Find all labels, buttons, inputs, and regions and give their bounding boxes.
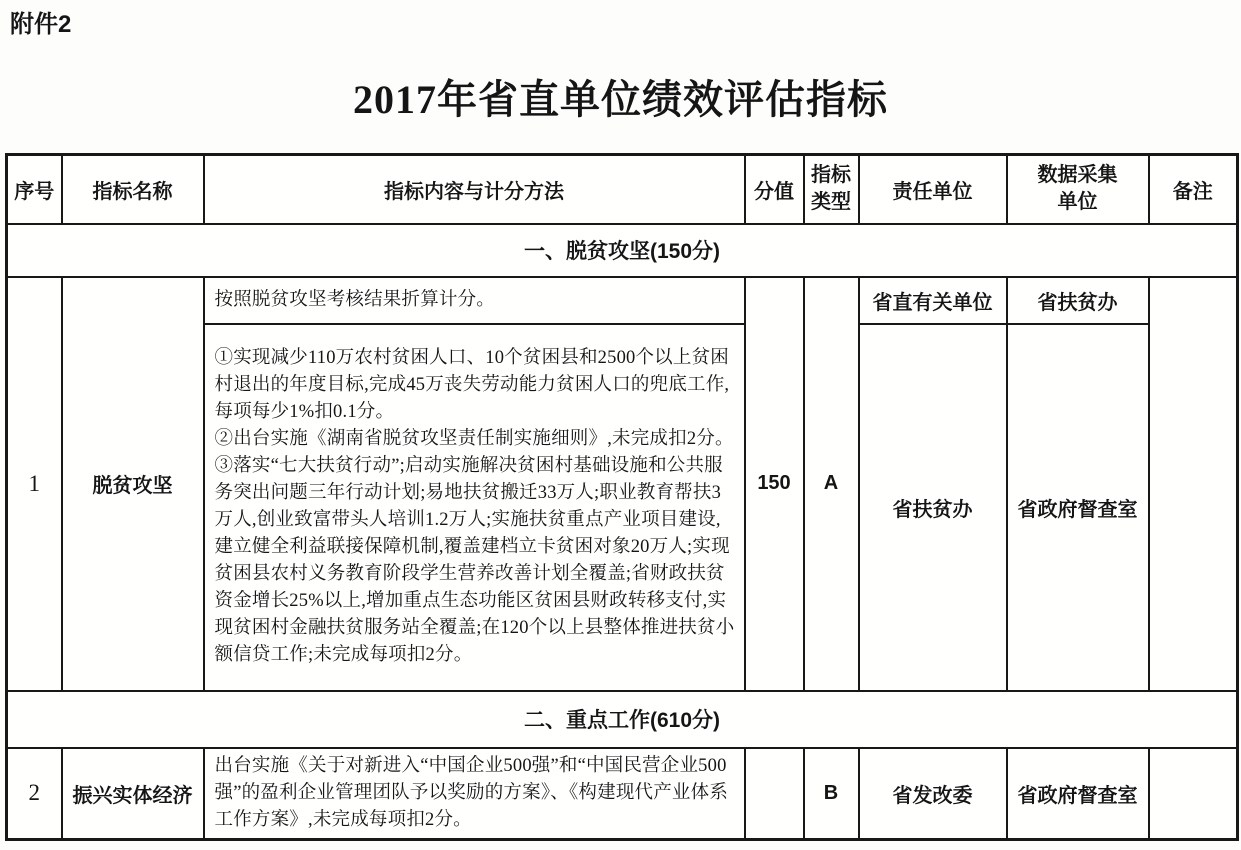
row1-content-p1: ①实现减少110万农村贫困人口、10个贫困县和2500个以上贫困村退出的年度目标,完成45万丧失劳动能力贫困人口的兜底工作,每项每少1%扣0.1分。 bbox=[214, 348, 730, 422]
row2-type: B bbox=[804, 748, 859, 840]
header-collection-label: 数据采集单位 bbox=[1037, 164, 1118, 214]
header-type-label: 指标类型 bbox=[811, 164, 851, 214]
row2-content: 出台实施《关于对新进入“中国企业500强”和“中国民营企业500强”的盈利企业管理团队予以奖励的方案》、《构建现代产业体系工作方案》,未完成每项扣2分。 bbox=[204, 748, 745, 840]
row1-type: A bbox=[804, 277, 859, 691]
section-2-title: 二、重点工作(610分) bbox=[7, 691, 1238, 748]
row2-name: 振兴实体经济 bbox=[62, 748, 204, 840]
header-content: 指标内容与计分方法 bbox=[204, 155, 745, 224]
row1-collection-top: 省扶贫办 bbox=[1007, 277, 1149, 324]
section-row-1 bbox=[7, 224, 1238, 277]
row1-collection-main: 省政府督查室 bbox=[1007, 324, 1149, 691]
row1-no: 1 bbox=[7, 277, 62, 691]
header-score: 分值 bbox=[745, 155, 804, 224]
row1-content-p3: ③落实“七大扶贫行动”;启动实施解决贫困村基础设施和公共服务突出问题三年行动计划;易地扶贫搬迁33万人;职业教育帮扶3万人,创业致富带头人培训1.2万人;实施扶贫重点产业项目建设,建立健全利益联接保障机制,覆盖建档立卡贫困对象20万人;实现贫困县农村义务教育阶段学生营养改善计划全覆盖;省财政扶贫资金增长25%以上,增加重点生态功能区贫困县财政转移支付,实现贫困村金融扶贫服务站全覆盖;在120个以上县整体推进扶贫小额信贷工作;未完成每项扣2分。 bbox=[214, 456, 735, 665]
page-title: 2017年省直单位绩效评估指标 bbox=[353, 77, 888, 122]
row1-responsible-top: 省直有关单位 bbox=[859, 277, 1007, 324]
header-name: 指标名称 bbox=[62, 155, 204, 224]
row-1-top bbox=[7, 277, 1238, 324]
section-row-2 bbox=[7, 691, 1238, 748]
header-note: 备注 bbox=[1149, 155, 1238, 224]
row1-content-main bbox=[204, 324, 745, 691]
header-responsible: 责任单位 bbox=[859, 155, 1007, 224]
row1-name: 脱贫攻坚 bbox=[62, 277, 204, 691]
row1-content-p2: ②出台实施《湖南省脱贫攻坚责任制实施细则》,未完成扣2分。 bbox=[214, 429, 734, 449]
header-type bbox=[804, 155, 859, 224]
row-2 bbox=[7, 748, 1238, 840]
row2-collection: 省政府督查室 bbox=[1007, 748, 1149, 840]
attachment-label: 附件2 bbox=[10, 11, 72, 38]
header-no: 序号 bbox=[7, 155, 62, 224]
row1-content-top: 按照脱贫攻坚考核结果折算计分。 bbox=[204, 277, 745, 324]
row2-no: 2 bbox=[7, 748, 62, 840]
table-header-row bbox=[7, 155, 1238, 224]
row1-score: 150 bbox=[745, 277, 804, 691]
row1-responsible-main: 省扶贫办 bbox=[859, 324, 1007, 691]
header-collection bbox=[1007, 155, 1149, 224]
row2-responsible: 省发改委 bbox=[859, 748, 1007, 840]
row2-score bbox=[745, 748, 804, 840]
indicator-table bbox=[5, 153, 1239, 841]
row1-note bbox=[1149, 277, 1238, 691]
section-1-title: 一、脱贫攻坚(150分) bbox=[7, 224, 1238, 277]
row2-note bbox=[1149, 748, 1238, 840]
